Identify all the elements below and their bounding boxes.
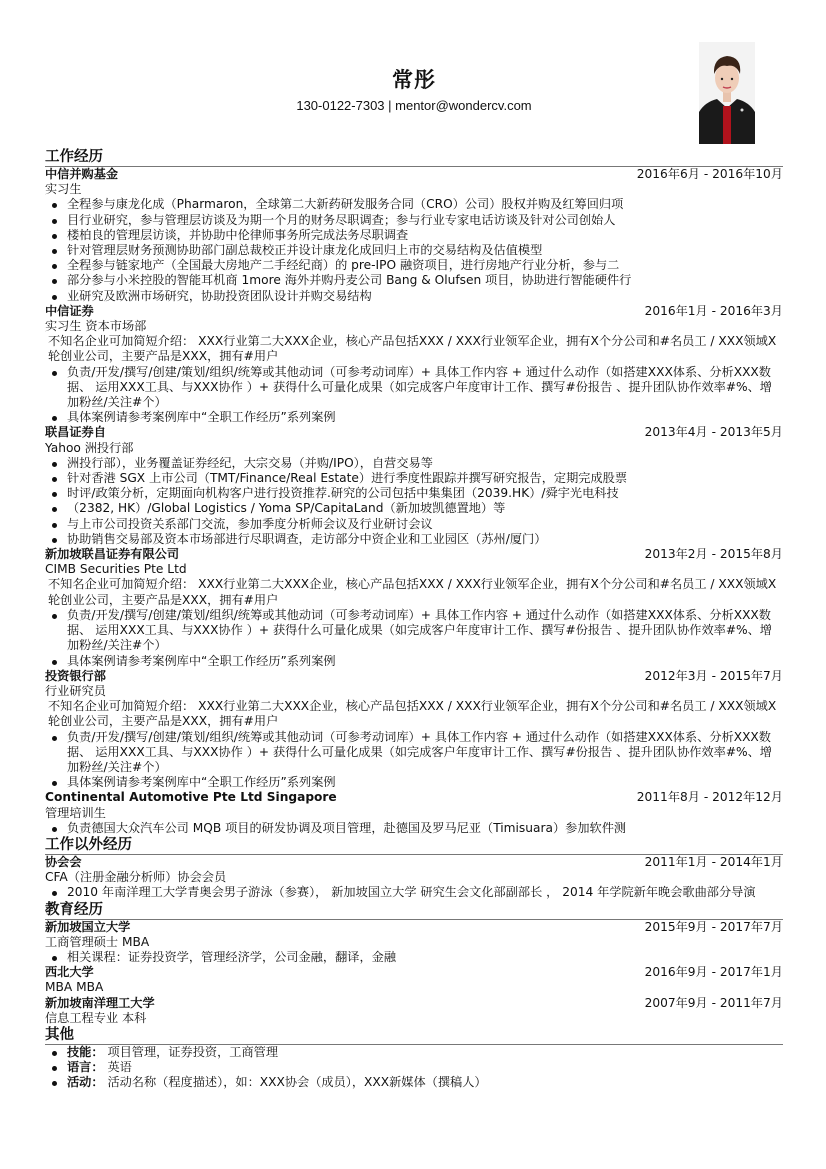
education-entry [45,965,783,995]
portrait-image-icon [699,42,755,144]
section-work-experience [45,148,783,836]
job-role: 实习生 资本市场部 [45,319,147,334]
degree: MBA MBA [45,980,104,995]
item-value: 英语 [107,1060,132,1075]
work-entry [45,790,783,836]
item-key: 语言： [67,1060,104,1075]
bullet-item: （2382, HK）/Global Logistics / Yoma SP/CapitaLand（新加坡凯德置地）等 [67,501,783,516]
section-education [45,901,783,1026]
bullet-item: 负责/开发/撰写/创建/策划/组织/统筹或其他动词（可参考动词库）+ 具体工作内容 + 通过什么动作（如搭建XXX体系、分析XXX数据、 运用XXX工具、与XXX协作 ）+ 获得什么可量化成果（如完成客户年度审计工作、撰写#份报告 、提升团队协作效率#%、增加粉丝/关注#个） [67,608,783,654]
bullet-item: 全程参与链家地产（全国最大房地产二手经纪商）的 pre-IPO 融资项目，进行房地产行业分析，参与二 [67,258,783,273]
bullet-list [45,950,783,965]
work-entry [45,304,783,426]
item-key: 活动： [67,1075,104,1090]
section-title: 工作以外经历 [45,836,783,855]
date-range: 2013年4月 - 2013年5月 [644,425,783,440]
bullet-item: 具体案例请参考案例库中“全职工作经历”系列案例 [67,775,783,790]
candidate-name: 常彤 [392,68,436,92]
item-value: 项目管理，证券投资，工商管理 [107,1044,279,1059]
contact-info: 130-0122-7303 | mentor@wondercv.com [296,98,532,113]
bullet-item: 相关课程：证券投资学，管理经济学，公司金融，翻译，金融 [67,950,783,965]
education-entry [45,920,783,966]
item-key: 技能： [67,1044,104,1059]
item-value: 活动名称（程度描述），如：XXX协会（成员），XXX新媒体（撰稿人） [107,1075,487,1090]
org-name: 联昌证券自 [45,425,106,440]
bullet-item: 时评/政策分析，定期面向机构客户进行投资推荐.研究的公司包括中集集团（2039.HK）/舜宇光电科技 [67,486,783,501]
degree: 工商管理硕士 MBA [45,934,150,949]
bullet-list [45,365,783,426]
bullet-item: 具体案例请参考案例库中“全职工作经历”系列案例 [67,410,783,425]
job-role: Yahoo 洲投行部 [45,440,134,455]
bullet-item: 针对香港 SGX 上市公司（TMT/Finance/Real Estate）进行季度性跟踪并撰写研究报告，定期完成股票 [67,471,783,486]
degree: 信息工程专业 本科 [45,1010,147,1025]
date-range: 2012年3月 - 2015年7月 [644,668,783,683]
org-name: 新加坡联昌证券有限公司 [45,547,180,562]
education-entry [45,996,783,1026]
org-name: 投资银行部 [45,668,106,683]
section-title: 工作经历 [45,148,783,167]
work-entry [45,425,783,547]
company-description: 不知名企业可加简短介绍： XXX行业第二大XXX企业，核心产品包括XXX / XXX行业领军企业，拥有X个分公司和#名员工 / XXX领域X轮创业公司，主要产品是XXX，拥有#用户 [48,699,777,729]
date-range: 2015年9月 - 2017年7月 [644,919,783,934]
work-entry [45,547,783,669]
bullet-item: 负责/开发/撰写/创建/策划/组织/统筹或其他动词（可参考动词库）+ 具体工作内容 + 通过什么动作（如搭建XXX体系、分析XXX数据、 运用XXX工具、与XXX协作 ）+ 获得什么可量化成果（如完成客户年度审计工作、撰写#份报告 、提升团队协作效率#%、增加粉丝/关注#个） [67,730,783,776]
school-name: 西北大学 [45,965,94,980]
org-name: 中信并购基金 [45,167,119,181]
bullet-item: 负责/开发/撰写/创建/策划/组织/统筹或其他动词（可参考动词库）+ 具体工作内容 + 通过什么动作（如搭建XXX体系、分析XXX数据、 运用XXX工具、与XXX协作 ）+ 获得什么可量化成果（如完成客户年度审计工作、撰写#份报告 、提升团队协作效率#%、增加粉丝/关注#个） [67,365,783,411]
date-range: 2013年2月 - 2015年8月 [644,547,783,562]
resume-content [45,148,783,1091]
date-range: 2011年8月 - 2012年12月 [636,790,783,805]
bullet-item: 业研究及欧洲市场研究，协助投资团队设计并购交易结构 [67,289,783,304]
company-description: 不知名企业可加简短介绍： XXX行业第二大XXX企业，核心产品包括XXX / XXX行业领军企业，拥有X个分公司和#名员工 / XXX领域X轮创业公司，主要产品是XXX，拥有#用户 [48,334,777,364]
bullet-item: 部分参与小米控股的智能耳机商 1more 海外并购丹麦公司 Bang & Olufsen 项目，协助进行智能硬件行 [67,273,783,288]
job-role: 管理培训生 [45,805,106,820]
bullet-item: 负责德国大众汽车公司 MQB 项目的研发协调及项目管理，赴德国及罗马尼亚（Timisuara）参加软件测 [67,821,783,836]
section-title: 教育经历 [45,901,783,920]
bullet-item: 2010 年南洋理工大学青奥会男子游泳（参赛）， 新加坡国立大学 研究生会文化部副部长 ， 2014 年学院新年晚会歌曲部分导演 [67,885,783,900]
bullet-list [45,456,783,547]
language-item [67,1060,783,1075]
bullet-item: 针对管理层财务预测协助部门副总裁校正并设计康龙化成回归上市的交易结构及估值模型 [67,243,783,258]
school-name: 新加坡南洋理工大学 [45,995,155,1010]
bullet-item: 全程参与康龙化成（Pharmaron，全球第二大新药研发服务合同（CRO）公司）股权并购及红筹回归项 [67,197,783,212]
work-entry [45,669,783,791]
bullet-list [45,885,783,900]
bullet-item: 与上市公司投资关系部门交流，参加季度分析师会议及行业研讨会议 [67,517,783,532]
resume-header [45,66,783,115]
date-range: 2016年1月 - 2016年3月 [644,303,783,318]
section-other [45,1026,783,1091]
profile-photo [699,42,755,144]
extra-entry [45,855,783,901]
org-name: Continental Automotive Pte Ltd Singapore [45,790,337,805]
bullet-list [45,197,783,303]
job-role: 实习生 [45,182,82,197]
bullet-list [45,821,783,836]
org-name: 协会会 [45,854,82,869]
activity-item [67,1075,783,1090]
skills-item [67,1045,783,1060]
bullet-list [45,730,783,791]
section-extra-experience [45,836,783,901]
job-role: CIMB Securities Pte Ltd [45,562,187,577]
org-name: 中信证券 [45,303,94,318]
bullet-item: 洲投行部），业务覆盖证券经纪，大宗交易（并购/IPO），自营交易等 [67,456,783,471]
bullet-item: 目行业研究，参与管理层访谈及为期一个月的财务尽职调查；参与行业专家电话访谈及针对公司创始人 [67,213,783,228]
date-range: 2007年9月 - 2011年7月 [644,995,783,1010]
company-description: 不知名企业可加简短介绍： XXX行业第二大XXX企业，核心产品包括XXX / XXX行业领军企业，拥有X个分公司和#名员工 / XXX领域X轮创业公司，主要产品是XXX，拥有#用户 [48,577,777,607]
section-title: 其他 [45,1026,783,1045]
work-entry [45,167,783,304]
date-range: 2016年9月 - 2017年1月 [644,965,783,980]
bullet-list [45,608,783,669]
bullet-item: 具体案例请参考案例库中“全职工作经历”系列案例 [67,654,783,669]
date-range: 2011年1月 - 2014年1月 [644,854,783,869]
date-range: 2016年6月 - 2016年10月 [636,167,783,181]
bullet-list [45,1045,783,1091]
bullet-item: 楼柏良的管理层访谈，并协助中伦律师事务所完成法务尽职调查 [67,228,783,243]
bullet-item: 协助销售交易部及资本市场部进行尽职调查，走访部分中资企业和工业园区（苏州/厦门） [67,532,783,547]
school-name: 新加坡国立大学 [45,919,131,934]
job-role: 行业研究员 [45,683,106,698]
membership-role: CFA（注册金融分析师）协会会员 [45,870,227,885]
